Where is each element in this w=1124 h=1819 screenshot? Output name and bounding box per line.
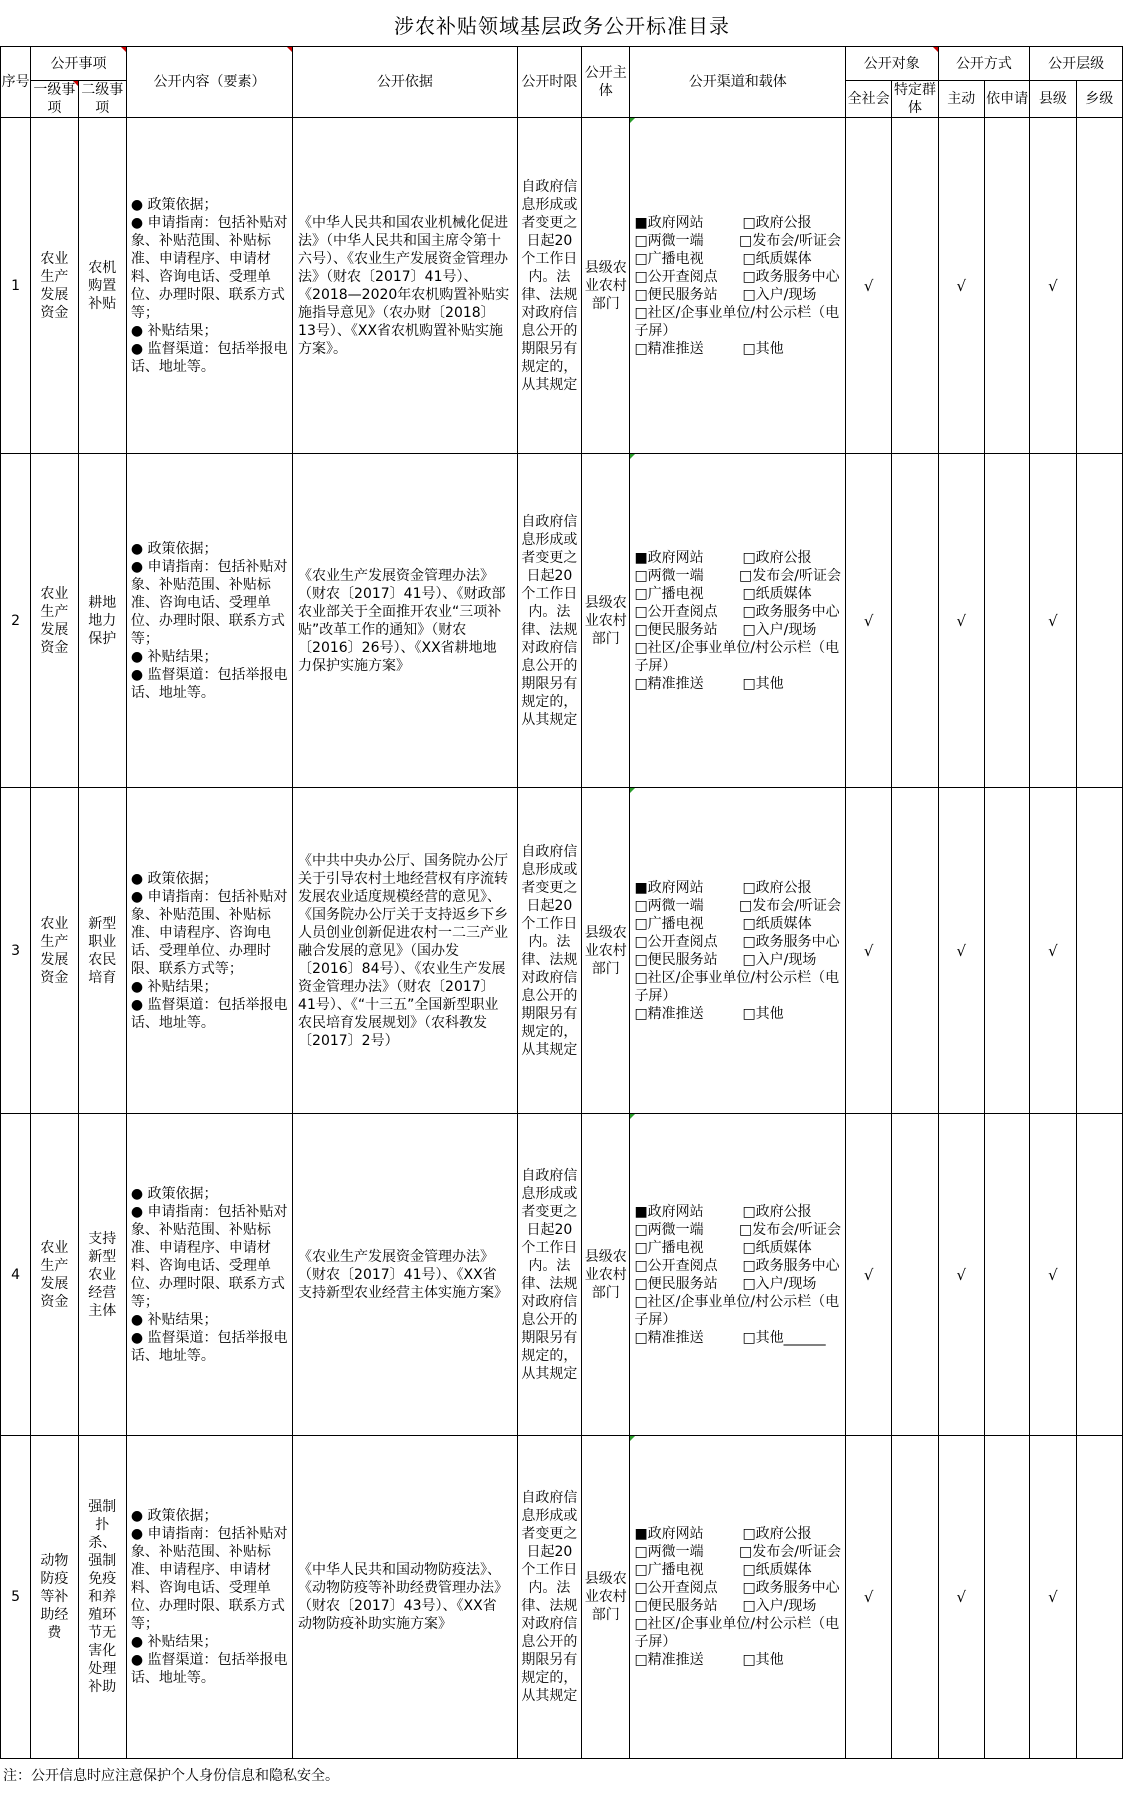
table-row xyxy=(1,1436,1123,1759)
row-level2: 强制扑杀、强制免疫和养殖环节无害化处理补助 xyxy=(78,1436,126,1759)
channel-reading-room[interactable]: □公开查阅点 xyxy=(634,1580,718,1596)
tick-level-town xyxy=(1076,1114,1122,1436)
tick-target-all: √ xyxy=(845,1114,891,1436)
tick-mode-active: √ xyxy=(938,454,984,788)
channel-gov-site[interactable]: ■政府网站 xyxy=(634,879,704,896)
table-row xyxy=(1,1114,1123,1436)
page-title: 涉农补贴领域基层政务公开标准目录 xyxy=(394,14,730,38)
header-level: 公开层级 xyxy=(1030,47,1123,81)
catalog-table xyxy=(0,46,1123,1759)
tick-target-all: √ xyxy=(845,1436,891,1759)
channel-print[interactable]: □纸质媒体 xyxy=(742,915,812,932)
channel-door[interactable]: □入户/现场 xyxy=(742,621,817,638)
row-seq: 4 xyxy=(1,1114,31,1436)
header-seq: 序号 xyxy=(1,47,31,118)
channel-two-wei[interactable]: □两微一端 xyxy=(634,1544,704,1560)
content-line: ● 申请指南：包括补贴对象、补贴范围、补贴标准、咨询电话、受理单位、办理时限、联系方式等； xyxy=(130,558,288,647)
channel-door[interactable]: □入户/现场 xyxy=(742,1275,817,1292)
header-target-specific: 特定群体 xyxy=(892,81,938,118)
tick-mode-request xyxy=(984,788,1029,1114)
channel-reading-room[interactable]: □公开查阅点 xyxy=(634,603,718,620)
channel-push[interactable]: □精准推送 xyxy=(634,675,704,692)
channel-community[interactable]: □社区/企事业单位/村公示栏（电子屏） xyxy=(634,969,840,1004)
content-line: ● 政策依据； xyxy=(130,540,218,557)
channel-press[interactable]: □发布会/听证会 xyxy=(739,567,841,584)
header-target-all: 全社会 xyxy=(845,81,891,118)
tick-mode-active: √ xyxy=(938,118,984,454)
channel-gov-gazette[interactable]: □政府公报 xyxy=(742,879,812,896)
tick-level-town xyxy=(1076,454,1122,788)
row-basis: 《中华人民共和国动物防疫法》、《动物防疫等补助经费管理办法》（财农〔2017〕43号）、《XX省动物防疫补助实施方案》 xyxy=(293,1436,518,1759)
row-time-limit: 自政府信息形成或者变更之日起20个工作日内。法律、法规对政府信息公开的期限另有规定的，从其规定 xyxy=(517,788,581,1114)
tick-target-specific xyxy=(892,1114,938,1436)
channel-print[interactable]: □纸质媒体 xyxy=(742,1562,812,1578)
content-line: ● 补贴结果； xyxy=(130,322,218,339)
row-basis: 《中共中央办公厅、国务院办公厅关于引导农村土地经营权有序流转发展农业适度规模经营的意见》、《国务院办公厅关于支持返乡下乡人员创业创新促进农村一二三产业融合发展的意见》（国办发〔2016〕84号）、《农业生产发展资金管理办法》（财农〔2017〕41号）、《“十三五”全国新型职业农民培育发展规划》（农科教发〔2017〕2号） xyxy=(293,788,518,1114)
row-basis: 《农业生产发展资金管理办法》（财农〔2017〕41号）、《XX省支持新型农业经营主体实施方案》 xyxy=(293,1114,518,1436)
channel-hotline[interactable]: □便民服务站 xyxy=(634,1598,718,1614)
channel-door[interactable]: □入户/现场 xyxy=(742,286,817,303)
row-level2: 农机购置补贴 xyxy=(78,118,126,454)
header-level-county: 县级 xyxy=(1030,81,1076,118)
channel-door[interactable]: □入户/现场 xyxy=(742,1598,817,1614)
tick-level-county: √ xyxy=(1030,454,1076,788)
table-row xyxy=(1,454,1123,788)
row-channels xyxy=(630,454,846,788)
tick-target-specific xyxy=(892,118,938,454)
table-row xyxy=(1,788,1123,1114)
channel-gov-gazette[interactable]: □政府公报 xyxy=(742,549,812,566)
row-time-limit: 自政府信息形成或者变更之日起20个工作日内。法律、法规对政府信息公开的期限另有规定的，从其规定 xyxy=(517,1114,581,1436)
channel-press[interactable]: □发布会/听证会 xyxy=(739,897,841,914)
table-row xyxy=(1,118,1123,454)
channel-two-wei[interactable]: □两微一端 xyxy=(634,232,704,249)
tick-mode-active: √ xyxy=(938,788,984,1114)
row-content xyxy=(126,788,292,1114)
row-time-limit: 自政府信息形成或者变更之日起20个工作日内。法律、法规对政府信息公开的期限另有规定的，从其规定 xyxy=(517,1436,581,1759)
row-time-limit: 自政府信息形成或者变更之日起20个工作日内。法律、法规对政府信息公开的期限另有规定的，从其规定 xyxy=(517,454,581,788)
channel-other[interactable]: □其他 xyxy=(742,675,784,692)
tick-level-county: √ xyxy=(1030,118,1076,454)
channel-print[interactable]: □纸质媒体 xyxy=(742,585,812,602)
row-level2: 支持新型农业经营主体 xyxy=(78,1114,126,1436)
channel-push[interactable]: □精准推送 xyxy=(634,1652,704,1668)
row-content xyxy=(126,454,292,788)
channel-service-center[interactable]: □政务服务中心 xyxy=(742,603,840,620)
row-level1: 农业生产发展资金 xyxy=(31,118,78,454)
content-line: ● 监督渠道：包括举报电话、地址等。 xyxy=(130,340,288,375)
channel-hotline[interactable]: □便民服务站 xyxy=(634,951,718,968)
channel-other[interactable]: □其他 xyxy=(742,1005,784,1022)
channel-service-center[interactable]: □政务服务中心 xyxy=(742,268,840,285)
row-channels xyxy=(630,788,846,1114)
header-basis: 公开依据 xyxy=(293,47,518,118)
row-time-limit: 自政府信息形成或者变更之日起20个工作日内。法律、法规对政府信息公开的期限另有规定的，从其规定 xyxy=(517,118,581,454)
content-line: ● 补贴结果； xyxy=(130,978,218,995)
row-content xyxy=(126,1436,292,1759)
row-channels xyxy=(630,1114,846,1436)
channel-gov-gazette[interactable]: □政府公报 xyxy=(742,214,812,231)
row-content xyxy=(126,1114,292,1436)
row-seq: 3 xyxy=(1,788,31,1114)
tick-target-specific xyxy=(892,454,938,788)
channel-gov-site[interactable]: ■政府网站 xyxy=(634,1203,704,1220)
channel-push[interactable]: □精准推送 xyxy=(634,1329,704,1346)
channel-community[interactable]: □社区/企事业单位/村公示栏（电子屏） xyxy=(634,639,840,674)
content-line: ● 政策依据； xyxy=(130,1185,218,1202)
channel-community[interactable]: □社区/企事业单位/村公示栏（电子屏） xyxy=(634,1293,840,1328)
channel-radio-tv[interactable]: □广播电视 xyxy=(634,585,704,602)
content-line: ● 监督渠道：包括举报电话、地址等。 xyxy=(130,1329,288,1364)
row-level1: 农业生产发展资金 xyxy=(31,788,78,1114)
tick-level-county: √ xyxy=(1030,1114,1076,1436)
channel-reading-room[interactable]: □公开查阅点 xyxy=(634,268,718,285)
channel-gov-gazette[interactable]: □政府公报 xyxy=(742,1526,812,1542)
row-level1: 农业生产发展资金 xyxy=(31,1114,78,1436)
content-line: ● 申请指南：包括补贴对象、补贴范围、补贴标准、申请程序、咨询电话、受理单位、办理时限、联系方式等； xyxy=(130,888,288,977)
channel-community[interactable]: □社区/企事业单位/村公示栏（电子屏） xyxy=(634,304,840,339)
content-line: ● 政策依据； xyxy=(130,1508,218,1524)
tick-mode-request xyxy=(984,118,1029,454)
footnote: 注：公开信息时应注意保护个人身份信息和隐私安全。 xyxy=(3,1768,339,1784)
channel-hotline[interactable]: □便民服务站 xyxy=(634,621,718,638)
channel-service-center[interactable]: □政务服务中心 xyxy=(742,1580,840,1596)
channel-hotline[interactable]: □便民服务站 xyxy=(634,286,718,303)
channel-other[interactable]: □其他______ xyxy=(742,1329,826,1346)
row-subject: 县级农业农村部门 xyxy=(582,454,630,788)
tick-target-all: √ xyxy=(845,788,891,1114)
tick-mode-active: √ xyxy=(938,1436,984,1759)
tick-mode-active: √ xyxy=(938,1114,984,1436)
channel-door[interactable]: □入户/现场 xyxy=(742,951,817,968)
content-line: ● 监督渠道：包括举报电话、地址等。 xyxy=(130,666,288,701)
channel-two-wei[interactable]: □两微一端 xyxy=(634,897,704,914)
row-content xyxy=(126,118,292,454)
channel-service-center[interactable]: □政务服务中心 xyxy=(742,933,840,950)
content-line: ● 政策依据； xyxy=(130,196,218,213)
channel-two-wei[interactable]: □两微一端 xyxy=(634,1221,704,1238)
header-mode: 公开方式 xyxy=(938,47,1030,81)
tick-level-county: √ xyxy=(1030,1436,1076,1759)
channel-reading-room[interactable]: □公开查阅点 xyxy=(634,1257,718,1274)
channel-other[interactable]: □其他 xyxy=(742,340,784,357)
channel-two-wei[interactable]: □两微一端 xyxy=(634,567,704,584)
header-level-town: 乡级 xyxy=(1076,81,1122,118)
channel-print[interactable]: □纸质媒体 xyxy=(742,250,812,267)
row-seq: 1 xyxy=(1,118,31,454)
row-channels xyxy=(630,1436,846,1759)
channel-other[interactable]: □其他 xyxy=(742,1652,784,1668)
header-time-limit: 公开时限 xyxy=(517,47,581,118)
channel-radio-tv[interactable]: □广播电视 xyxy=(634,915,704,932)
header-mode-request: 依申请 xyxy=(984,81,1029,118)
tick-level-town xyxy=(1076,1436,1122,1759)
row-basis: 《中华人民共和国农业机械化促进法》（中华人民共和国主席令第十六号）、《农业生产发展资金管理办法》（财农〔2017〕41号）、《2018—2020年农机购置补贴实施指导意见》（农办财〔2018〕13号）、《XX省农机购置补贴实施方案》。 xyxy=(293,118,518,454)
tick-target-all: √ xyxy=(845,118,891,454)
row-level2: 耕地地力保护 xyxy=(78,454,126,788)
content-line: ● 补贴结果； xyxy=(130,648,218,665)
header-level2: 二级事项 xyxy=(78,81,126,118)
content-line: ● 申请指南：包括补贴对象、补贴范围、补贴标准、申请程序、申请材料、咨询电话、受理单位、办理时限、联系方式等； xyxy=(130,1526,288,1632)
row-channels xyxy=(630,118,846,454)
row-subject: 县级农业农村部门 xyxy=(582,1436,630,1759)
channel-gov-site[interactable]: ■政府网站 xyxy=(634,549,704,566)
channel-radio-tv[interactable]: □广播电视 xyxy=(634,1562,704,1578)
channel-community[interactable]: □社区/企事业单位/村公示栏（电子屏） xyxy=(634,1616,840,1650)
channel-gov-site[interactable]: ■政府网站 xyxy=(634,1526,704,1542)
tick-target-all: √ xyxy=(845,454,891,788)
channel-press[interactable]: □发布会/听证会 xyxy=(739,1221,841,1238)
content-line: ● 监督渠道：包括举报电话、地址等。 xyxy=(130,1652,288,1686)
header-subject: 公开主体 xyxy=(582,47,630,118)
header-target: 公开对象 xyxy=(845,47,938,81)
tick-level-town xyxy=(1076,118,1122,454)
header-matters: 公开事项 xyxy=(31,47,127,81)
content-line: ● 申请指南：包括补贴对象、补贴范围、补贴标准、申请程序、申请材料、咨询电话、受理单位、办理时限、联系方式等； xyxy=(130,214,288,321)
tick-mode-request xyxy=(984,1114,1029,1436)
header-channels: 公开渠道和载体 xyxy=(630,47,846,118)
row-level2: 新型职业农民培育 xyxy=(78,788,126,1114)
channel-radio-tv[interactable]: □广播电视 xyxy=(634,1239,704,1256)
content-line: ● 监督渠道：包括举报电话、地址等。 xyxy=(130,996,288,1031)
content-line: ● 申请指南：包括补贴对象、补贴范围、补贴标准、申请程序、申请材料、咨询电话、受理单位、办理时限、联系方式等； xyxy=(130,1203,288,1310)
row-seq: 2 xyxy=(1,454,31,788)
channel-gov-site[interactable]: ■政府网站 xyxy=(634,214,704,231)
channel-service-center[interactable]: □政务服务中心 xyxy=(742,1257,840,1274)
header-content: 公开内容（要素） xyxy=(126,47,292,118)
channel-push[interactable]: □精准推送 xyxy=(634,1005,704,1022)
channel-push[interactable]: □精准推送 xyxy=(634,340,704,357)
row-seq: 5 xyxy=(1,1436,31,1759)
channel-print[interactable]: □纸质媒体 xyxy=(742,1239,812,1256)
tick-level-town xyxy=(1076,788,1122,1114)
row-subject: 县级农业农村部门 xyxy=(582,1114,630,1436)
tick-mode-request xyxy=(984,454,1029,788)
channel-press[interactable]: □发布会/听证会 xyxy=(739,232,841,249)
content-line: ● 补贴结果； xyxy=(130,1311,218,1328)
row-basis: 《农业生产发展资金管理办法》（财农〔2017〕41号）、《财政部 农业部关于全面推开农业“三项补贴”改革工作的通知》（财农〔2016〕26号）、《XX省耕地地力保护实施方案》 xyxy=(293,454,518,788)
channel-press[interactable]: □发布会/听证会 xyxy=(739,1544,841,1560)
row-subject: 县级农业农村部门 xyxy=(582,788,630,1114)
header-level1: 一级事项 xyxy=(31,81,78,118)
header-mode-active: 主动 xyxy=(938,81,984,118)
tick-target-specific xyxy=(892,1436,938,1759)
content-line: ● 政策依据； xyxy=(130,870,218,887)
channel-gov-gazette[interactable]: □政府公报 xyxy=(742,1203,812,1220)
channel-reading-room[interactable]: □公开查阅点 xyxy=(634,933,718,950)
row-level1: 动物防疫等补助经费 xyxy=(31,1436,78,1759)
tick-mode-request xyxy=(984,1436,1029,1759)
tick-level-county: √ xyxy=(1030,788,1076,1114)
channel-hotline[interactable]: □便民服务站 xyxy=(634,1275,718,1292)
row-subject: 县级农业农村部门 xyxy=(582,118,630,454)
content-line: ● 补贴结果； xyxy=(130,1634,218,1650)
tick-target-specific xyxy=(892,788,938,1114)
row-level1: 农业生产发展资金 xyxy=(31,454,78,788)
channel-radio-tv[interactable]: □广播电视 xyxy=(634,250,704,267)
